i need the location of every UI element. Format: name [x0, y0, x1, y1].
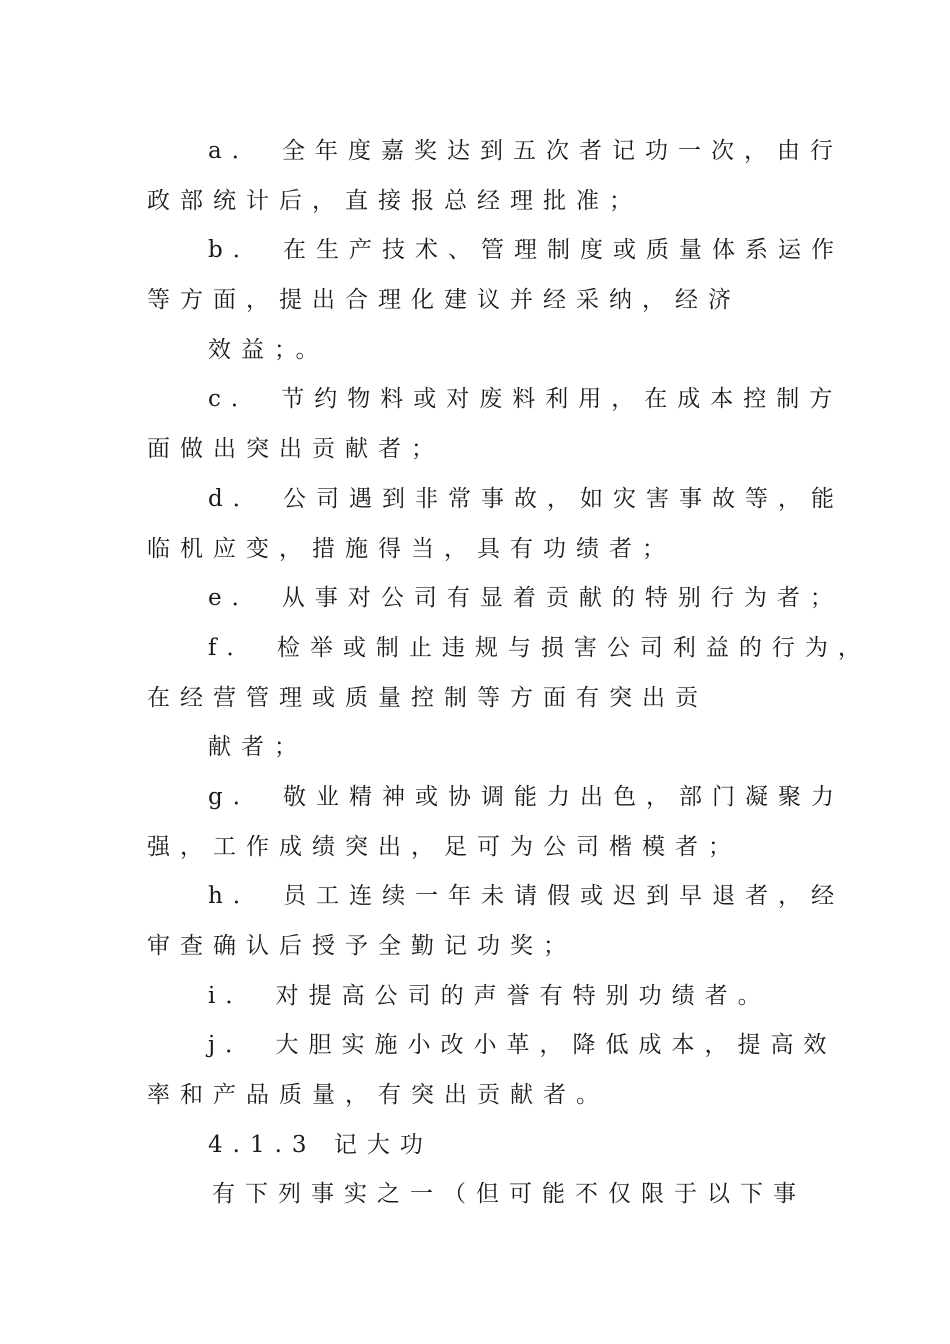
text-line: 有下列事实之一（但可能不仅限于以下事: [212, 1181, 806, 1207]
text-line: e． 从事对公司有显着贡献的特别行为者；: [208, 585, 843, 611]
section-heading: 4.1.3 记大功: [208, 1132, 433, 1158]
text-line: 在经营管理或质量控制等方面有突出贡: [147, 685, 708, 711]
text-line: 强，工作成绩突出，足可为公司楷模者；: [147, 834, 741, 860]
text-line: h． 员工连续一年未请假或迟到早退者，经: [208, 883, 845, 909]
text-line: f． 检举或制止违规与损害公司利益的行为，: [208, 635, 871, 661]
text-line: b． 在生产技术、管理制度或质量体系运作: [208, 237, 845, 263]
text-line: 率和产品质量，有突出贡献者。: [147, 1082, 609, 1108]
text-line: 面做出突出贡献者；: [147, 436, 444, 462]
text-line: 等方面，提出合理化建议并经采纳，经济: [147, 287, 741, 313]
text-line: a． 全年度嘉奖达到五次者记功一次，由行: [208, 138, 844, 164]
text-line: g． 敬业精神或协调能力出色，部门凝聚力: [208, 784, 845, 810]
text-line: j． 大胆实施小改小革，降低成本，提高效: [208, 1032, 837, 1058]
text-line: d． 公司遇到非常事故，如灾害事故等，能: [208, 486, 845, 512]
text-line: 临机应变，措施得当，具有功绩者；: [147, 536, 675, 562]
text-line: 献者；: [208, 734, 307, 760]
text-line: 审查确认后授予全勤记功奖；: [147, 933, 576, 959]
text-line: i． 对提高公司的声誉有特别功绩者。: [208, 983, 771, 1009]
text-line: 政部统计后，直接报总经理批准；: [147, 188, 642, 214]
text-line: 效益；。: [208, 337, 329, 363]
text-line: c． 节约物料或对废料利用，在成本控制方: [208, 386, 843, 412]
